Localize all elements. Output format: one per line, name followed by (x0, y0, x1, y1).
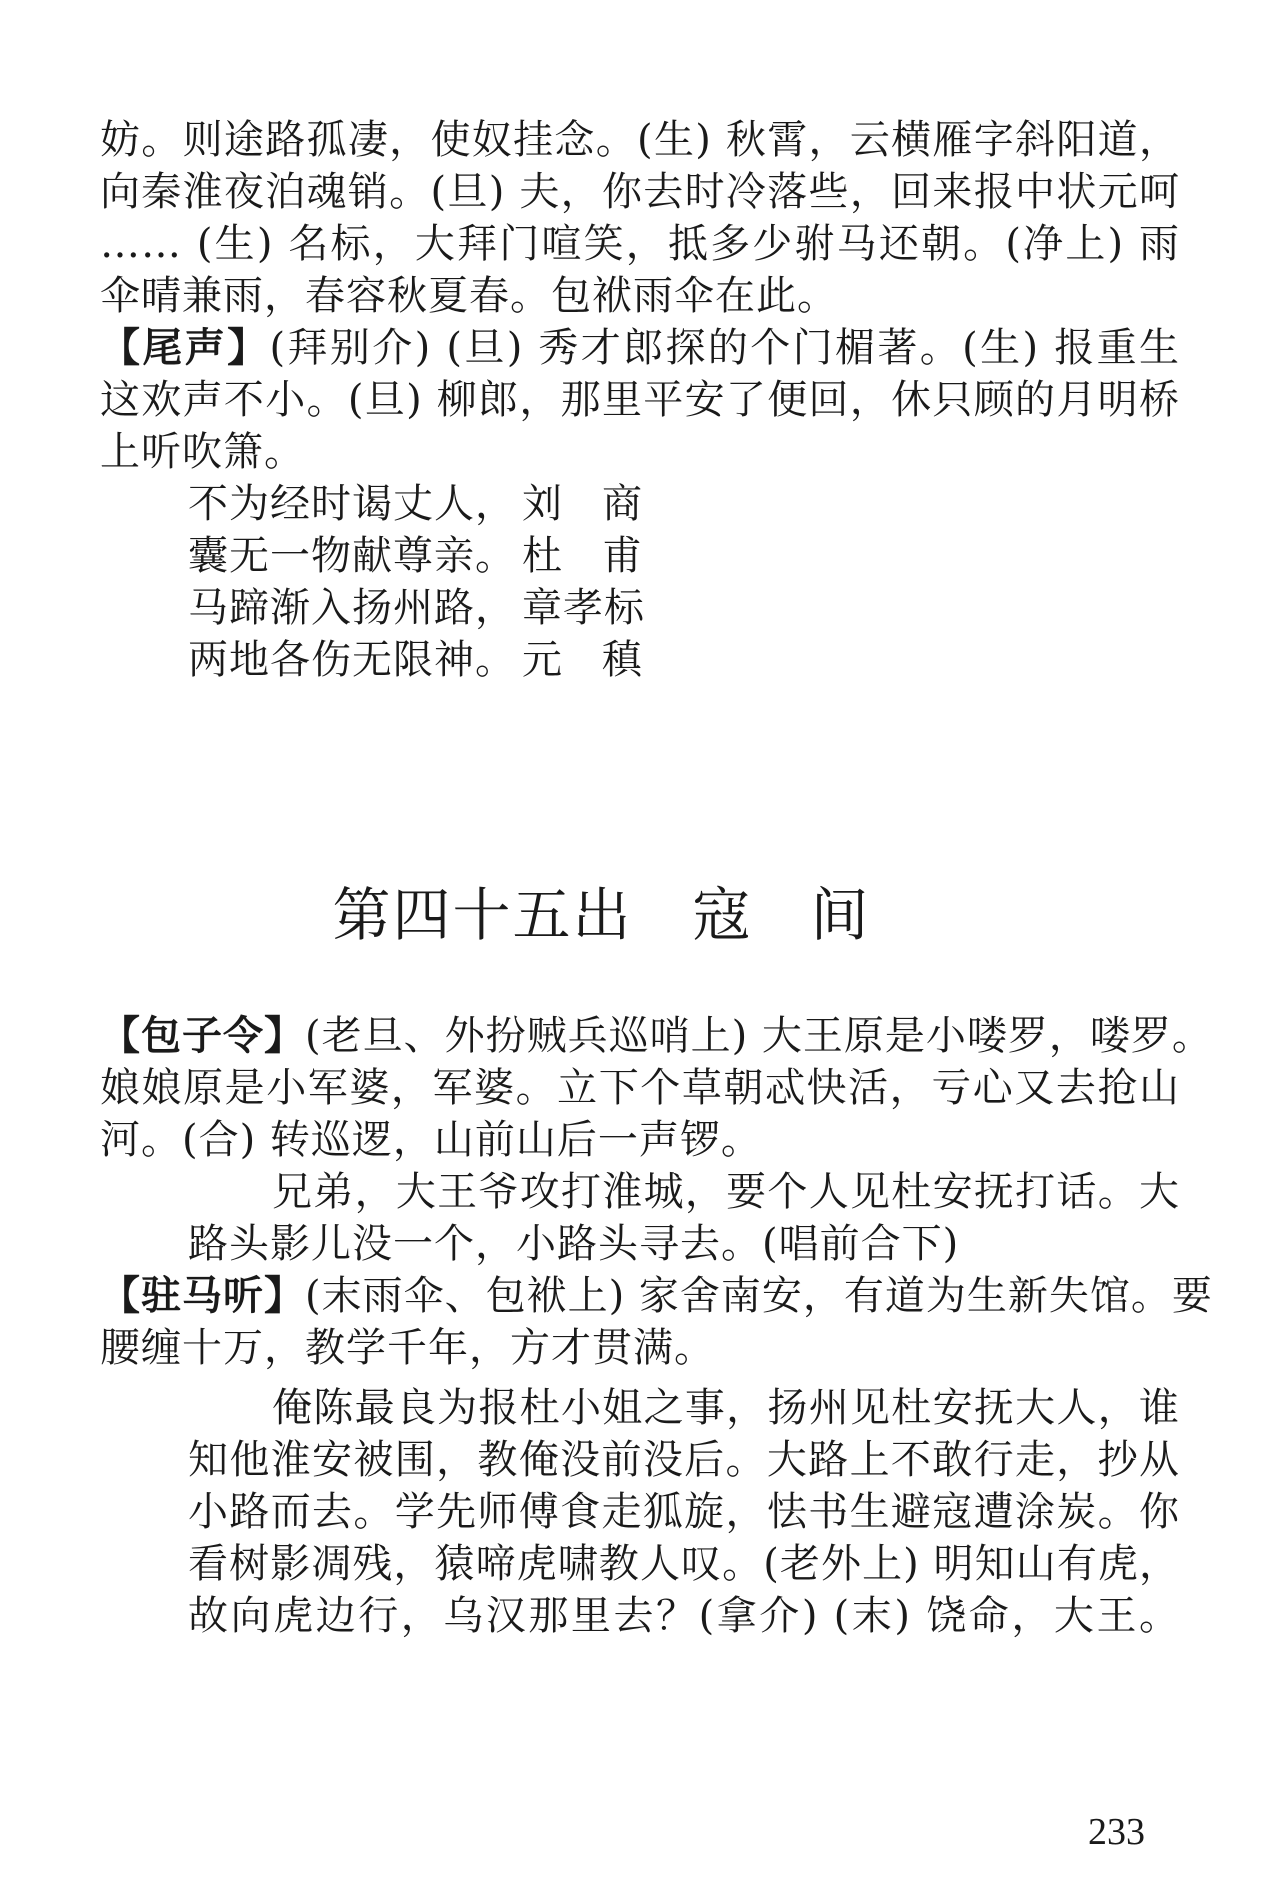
poem-line (188, 532, 682, 580)
text-span: (老旦、外扮贼兵巡哨上) 大王原是小喽罗，喽罗。 (305, 1013, 1213, 1059)
speech-line: 路头影儿没一个，小路头寻去。(唱前合下) (188, 1221, 960, 1267)
poem-text: 马蹄渐入扬州路， (188, 585, 516, 631)
text-line: 上听吹箫。 (100, 429, 305, 475)
poem-author: 元稹 (522, 637, 682, 683)
qu-title: 【包子令】 (100, 1013, 305, 1059)
poem-author: 刘商 (522, 481, 682, 527)
text-span: (末雨伞、包袱上) 家舍南安，有道为生新失馆。要 (305, 1273, 1213, 1319)
poem-text: 不为经时谒丈人， (188, 481, 516, 527)
qu-title: 【驻马听】 (100, 1273, 305, 1319)
poem-line (188, 584, 645, 632)
poem-line (188, 636, 682, 684)
poem-author: 杜甫 (522, 533, 682, 579)
chapter-name: 寇间 (692, 881, 929, 949)
qu-line (100, 324, 1180, 372)
text-line: 腰缠十万，教学千年，方才贯满。 (100, 1325, 715, 1371)
qu-line (100, 1272, 1213, 1320)
page-number: 233 (1088, 1811, 1145, 1853)
text-line: 妨。则途路孤凄，使奴挂念。(生) 秋霄，云横雁字斜阳道， (100, 117, 1180, 163)
text-line: 伞晴兼雨，春容秋夏春。包袱雨伞在此。 (100, 273, 838, 319)
poem-text: 囊无一物献尊亲。 (188, 533, 516, 579)
poem-line (188, 480, 682, 528)
text-line: 娘娘原是小军婆，军婆。立下个草朝忒快活，亏心又去抢山 (100, 1065, 1180, 1111)
speech-line: 看树影凋残，猿啼虎啸教人叹。(老外上) 明知山有虎， (188, 1541, 1180, 1587)
qu-title: 【尾声】 (100, 325, 270, 371)
speech-line: 小路而去。学先师傅食走狐旋，怯书生避寇遭涂炭。你 (188, 1489, 1180, 1535)
text-line: …… (生) 名标，大拜门喧笑，抵多少驸马还朝。(净上) 雨 (100, 221, 1180, 267)
speech-line: 兄弟，大王爷攻打淮城，要个人见杜安抚打话。大 (272, 1169, 1180, 1215)
chapter-title (0, 880, 1261, 950)
text-line: 河。(合) 转巡逻，山前山后一声锣。 (100, 1117, 762, 1163)
text-line: 这欢声不小。(旦) 柳郎，那里平安了便回，休只顾的月明桥 (100, 377, 1180, 423)
chapter-number: 第四十五出 (332, 881, 633, 949)
speech-line: 故向虎边行，乌汉那里去？(拿介) (末) 饶命，大王。 (188, 1593, 1180, 1639)
poem-author: 章孝标 (522, 585, 645, 631)
text-span: (拜别介) (旦) 秀才郎探的个门楣著。(生) 报重生 (269, 325, 1180, 371)
qu-line (100, 1012, 1213, 1060)
poem-text: 两地各伤无限神。 (188, 637, 516, 683)
speech-line: 知他淮安被围，教俺没前没后。大路上不敢行走，抄从 (188, 1437, 1180, 1483)
text-line: 向秦淮夜泊魂销。(旦) 夫，你去时冷落些，回来报中状元呵 (100, 169, 1180, 215)
speech-line: 俺陈最良为报杜小姐之事，扬州见杜安抚大人，谁 (272, 1385, 1180, 1431)
